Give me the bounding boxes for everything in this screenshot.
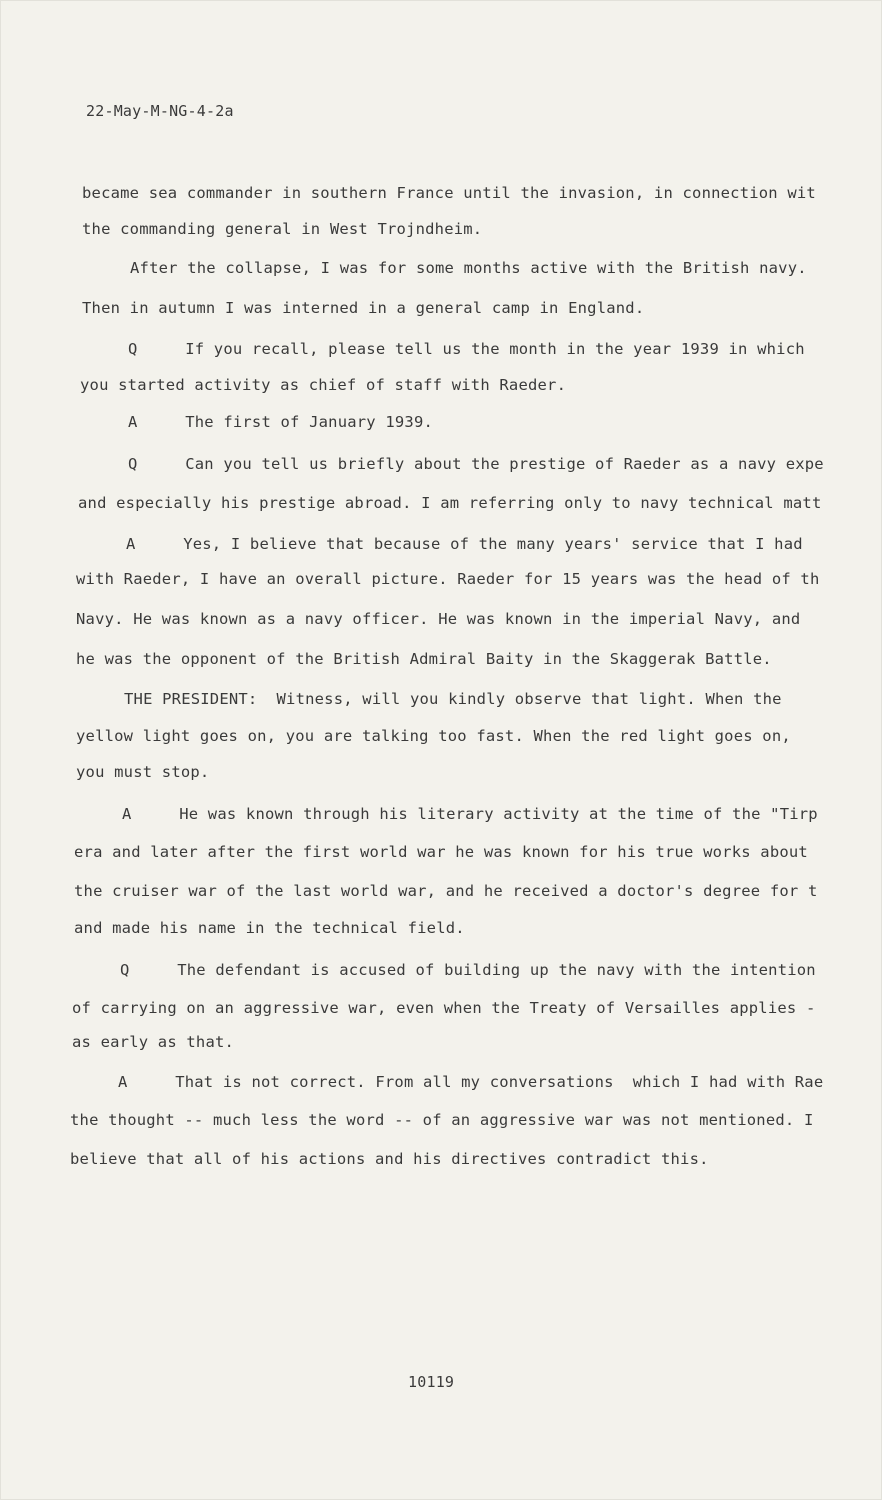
- text-line: Navy. He was known as a navy officer. He was known in the imperial Navy, and: [76, 610, 801, 628]
- text-line: After the collapse, I was for some months active with the British navy.: [130, 259, 807, 277]
- text-line: Q The defendant is accused of building up the navy with the intention: [120, 961, 816, 979]
- text-line: became sea commander in southern France until the invasion, in connection wit: [82, 184, 816, 202]
- text-line: A He was known through his literary activity at the time of the "Tirp: [122, 805, 818, 823]
- text-line: A That is not correct. From all my conversations which I had with Rae: [118, 1073, 824, 1091]
- text-line: era and later after the first world war he was known for his true works about: [74, 843, 808, 861]
- text-line: with Raeder, I have an overall picture. Raeder for 15 years was the head of th: [76, 570, 820, 588]
- text-line: and made his name in the technical field.: [74, 919, 465, 937]
- text-line: Then in autumn I was interned in a general camp in England.: [82, 299, 645, 317]
- text-line: Q If you recall, please tell us the month in the year 1939 in which: [128, 340, 805, 358]
- text-line: of carrying on an aggressive war, even when the Treaty of Versailles applies -: [72, 999, 816, 1017]
- page-number: 10119: [408, 1373, 455, 1391]
- text-line: Q Can you tell us briefly about the prestige of Raeder as a navy expe: [128, 455, 824, 473]
- text-line: you must stop.: [76, 763, 210, 781]
- text-line: as early as that.: [72, 1033, 235, 1051]
- text-line: yellow light goes on, you are talking too fast. When the red light goes on,: [76, 727, 791, 745]
- text-line: he was the opponent of the British Admiral Baity in the Skaggerak Battle.: [76, 650, 772, 668]
- text-line: A The first of January 1939.: [128, 413, 434, 431]
- text-line: you started activity as chief of staff with Raeder.: [80, 376, 567, 394]
- text-line: A Yes, I believe that because of the many years' service that I had: [126, 535, 803, 553]
- text-line: the commanding general in West Trojndheim.: [82, 220, 483, 238]
- document-header-id: 22-May-M-NG-4-2a: [86, 102, 234, 120]
- text-line: the cruiser war of the last world war, and he received a doctor's degree for t: [74, 882, 818, 900]
- text-line: believe that all of his actions and his directives contradict this.: [70, 1150, 709, 1168]
- text-line: and especially his prestige abroad. I am referring only to navy technical matt: [78, 494, 822, 512]
- text-line: the thought -- much less the word -- of an aggressive war was not mentioned. I: [70, 1111, 814, 1129]
- text-line: THE PRESIDENT: Witness, will you kindly observe that light. When the: [124, 690, 782, 708]
